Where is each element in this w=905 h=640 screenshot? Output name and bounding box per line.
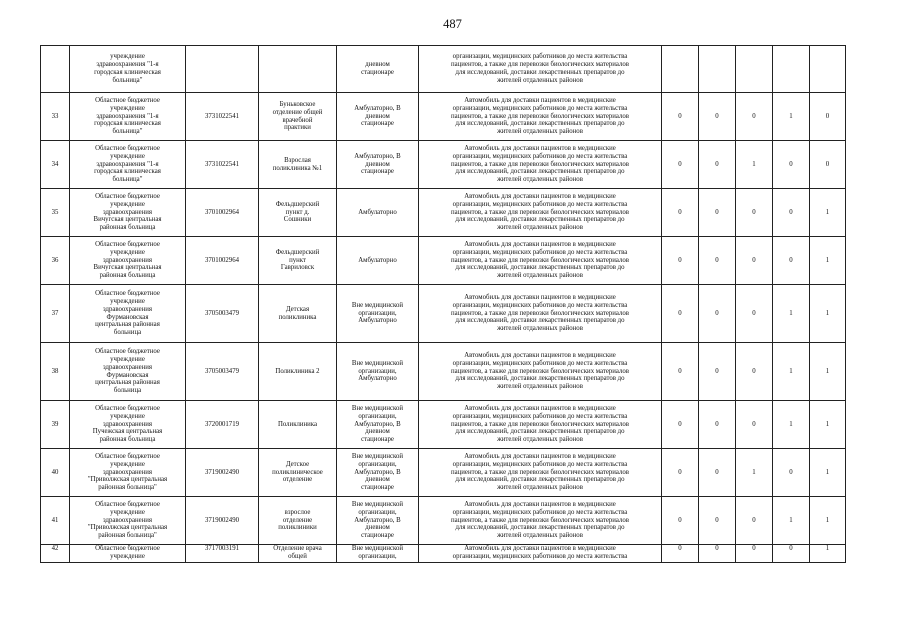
cell-care-conditions: Вне медицинской организации, Амбулаторно, В дневном стационаре <box>337 497 419 545</box>
cell-organization: Областное бюджетное учреждение здравоохранения Фурмановская центральная районная больница <box>70 285 186 343</box>
cell-flag: 0 <box>662 449 699 497</box>
cell-care-conditions: Амбулаторно, В дневном стационаре <box>337 141 419 189</box>
cell-unit: взрослое отделение поликлиники <box>259 497 337 545</box>
cell-organization: Областное бюджетное учреждение здравоохранения "Приволжская центральная районная больница" <box>70 497 186 545</box>
cell-flag: 0 <box>810 141 846 189</box>
cell-organization: Областное бюджетное учреждение здравоохранения Пучежская центральная районная больница <box>70 401 186 449</box>
cell-purpose: Автомобиль для доставки пациентов в медицинские организации, медицинских работников до места жительства пациентов, а также для перевозки биологических материалов для исследований, доставки лекарственных препаратов до жителей отдаленных районов <box>419 285 662 343</box>
table-row <box>41 343 846 401</box>
cell-unit: Поликлиника <box>259 401 337 449</box>
cell-flag: 0 <box>662 285 699 343</box>
cell-flag: 0 <box>773 141 810 189</box>
cell-flag <box>699 46 736 93</box>
cell-flag: 0 <box>773 189 810 237</box>
cell-unit: Поликлиника 2 <box>259 343 337 401</box>
cell-flag: 0 <box>736 237 773 285</box>
cell-flag: 1 <box>810 449 846 497</box>
cell-num: 42 <box>41 545 70 563</box>
cell-purpose: Автомобиль для доставки пациентов в медицинские организации, медицинских работников до места жительства пациентов, а также для перевозки биологических материалов для исследований, доставки лекарственных препаратов до жителей отдаленных районов <box>419 497 662 545</box>
cell-flag: 0 <box>773 545 810 563</box>
cell-flag: 0 <box>699 401 736 449</box>
cell-flag: 1 <box>773 343 810 401</box>
table-row <box>41 141 846 189</box>
cell-flag: 0 <box>662 343 699 401</box>
cell-purpose: Автомобиль для доставки пациентов в медицинские организации, медицинских работников до места жительства пациентов, а также для перевозки биологических материалов для исследований, доставки лекарственных препаратов до жителей отдаленных районов <box>419 189 662 237</box>
cell-num: 35 <box>41 189 70 237</box>
cell-care-conditions: Вне медицинской организации, Амбулаторно, В дневном стационаре <box>337 401 419 449</box>
table-row <box>41 545 846 563</box>
cell-organization: Областное бюджетное учреждение здравоохранения "1-я городская клиническая больница" <box>70 93 186 141</box>
cell-flag: 0 <box>736 497 773 545</box>
cell-unit: Фельдшерский пункт д. Сошники <box>259 189 337 237</box>
cell-flag: 1 <box>810 285 846 343</box>
cell-unit: Детское поликлиническое отделение <box>259 449 337 497</box>
cell-code: 3705003479 <box>186 343 259 401</box>
cell-unit: Детская поликлиника <box>259 285 337 343</box>
table-row-continued <box>41 46 846 93</box>
cell-care-conditions: Вне медицинской организации, Амбулаторно <box>337 285 419 343</box>
cell-purpose: Автомобиль для доставки пациентов в медицинские организации, медицинских работников до места жительства пациентов, а также для перевозки биологических материалов для исследований, доставки лекарственных препаратов до жителей отдаленных районов <box>419 449 662 497</box>
cell-flag: 0 <box>699 343 736 401</box>
cell-flag: 0 <box>699 545 736 563</box>
cell-care-conditions: Амбулаторно, В дневном стационаре <box>337 93 419 141</box>
cell-code: 3731022541 <box>186 141 259 189</box>
cell-num: 36 <box>41 237 70 285</box>
table-row <box>41 285 846 343</box>
table-body <box>41 46 846 563</box>
cell-flag: 1 <box>810 237 846 285</box>
cell-organization: Областное бюджетное учреждение здравоохранения Вичугская центральная районная больница <box>70 237 186 285</box>
cell-flag: 0 <box>810 93 846 141</box>
cell-flag: 1 <box>810 545 846 563</box>
cell-care-conditions: Амбулаторно <box>337 189 419 237</box>
cell-care-conditions: Вне медицинской организации, <box>337 545 419 563</box>
cell-flag: 0 <box>662 189 699 237</box>
cell-flag: 1 <box>810 189 846 237</box>
cell-flag: 1 <box>736 449 773 497</box>
cell-care-conditions: Вне медицинской организации, Амбулаторно <box>337 343 419 401</box>
cell-flag: 0 <box>736 401 773 449</box>
cell-flag: 1 <box>810 343 846 401</box>
cell-flag: 1 <box>773 285 810 343</box>
cell-flag: 0 <box>662 401 699 449</box>
cell-flag: 1 <box>773 93 810 141</box>
table-row <box>41 189 846 237</box>
cell-unit <box>259 46 337 93</box>
cell-code: 3701002964 <box>186 237 259 285</box>
cell-num: 39 <box>41 401 70 449</box>
table-row <box>41 237 846 285</box>
cell-num <box>41 46 70 93</box>
cell-flag: 0 <box>699 189 736 237</box>
cell-flag <box>810 46 846 93</box>
cell-flag: 0 <box>736 343 773 401</box>
cell-purpose: Автомобиль для доставки пациентов в медицинские организации, медицинских работников до места жительства пациентов, а также для перевозки биологических материалов для исследований, доставки лекарственных препаратов до жителей отдаленных районов <box>419 343 662 401</box>
cell-flag <box>773 46 810 93</box>
cell-code: 3720001719 <box>186 401 259 449</box>
cell-flag: 0 <box>699 285 736 343</box>
cell-organization: Областное бюджетное учреждение здравоохранения Фурмановская центральная районная больница <box>70 343 186 401</box>
cell-care-conditions: Амбулаторно <box>337 237 419 285</box>
cell-num: 41 <box>41 497 70 545</box>
cell-code: 3719002490 <box>186 449 259 497</box>
table-row <box>41 401 846 449</box>
cell-flag <box>736 46 773 93</box>
cell-flag: 1 <box>736 141 773 189</box>
vehicle-allocation-table <box>40 45 846 563</box>
cell-num: 38 <box>41 343 70 401</box>
cell-code: 3705003479 <box>186 285 259 343</box>
cell-flag: 0 <box>662 141 699 189</box>
cell-purpose: Автомобиль для доставки пациентов в медицинские организации, медицинских работников до места жительства пациентов, а также для перевозки биологических материалов для исследований, доставки лекарственных препаратов до жителей отдаленных районов <box>419 237 662 285</box>
cell-code <box>186 46 259 93</box>
cell-organization: Областное бюджетное учреждение здравоохранения "1-я городская клиническая больница" <box>70 141 186 189</box>
cell-flag: 0 <box>699 449 736 497</box>
cell-code: 3719002490 <box>186 497 259 545</box>
cell-flag: 1 <box>810 401 846 449</box>
cell-flag: 0 <box>736 545 773 563</box>
cell-care-conditions: Вне медицинской организации, Амбулаторно, В дневном стационаре <box>337 449 419 497</box>
page-number: 487 <box>443 17 462 31</box>
cell-flag: 0 <box>662 237 699 285</box>
cell-unit: Отделение врача общей <box>259 545 337 563</box>
cell-organization: Областное бюджетное учреждение здравоохранения "Приволжская центральная районная больница" <box>70 449 186 497</box>
cell-flag <box>662 46 699 93</box>
cell-flag: 0 <box>699 237 736 285</box>
cell-code: 3701002964 <box>186 189 259 237</box>
cell-flag: 0 <box>662 497 699 545</box>
cell-num: 34 <box>41 141 70 189</box>
cell-organization: учреждение здравоохранения "1-я городская клиническая больница" <box>70 46 186 93</box>
table-row <box>41 93 846 141</box>
cell-purpose: Автомобиль для доставки пациентов в медицинские организации, медицинских работников до места жительства пациентов, а также для перевозки биологических материалов для исследований, доставки лекарственных препаратов до жителей отдаленных районов <box>419 93 662 141</box>
cell-flag: 0 <box>662 545 699 563</box>
cell-flag: 0 <box>699 497 736 545</box>
cell-unit: Буньковское отделение общей врачебной практики <box>259 93 337 141</box>
cell-care-conditions: дневном стационаре <box>337 46 419 93</box>
cell-flag: 1 <box>773 497 810 545</box>
cell-purpose: Автомобиль для доставки пациентов в медицинские организации, медицинских работников до места жительства пациентов, а также для перевозки биологических материалов для исследований, доставки лекарственных препаратов до жителей отдаленных районов <box>419 141 662 189</box>
cell-flag: 0 <box>736 93 773 141</box>
cell-code: 3731022541 <box>186 93 259 141</box>
cell-num: 40 <box>41 449 70 497</box>
cell-num: 33 <box>41 93 70 141</box>
cell-flag: 0 <box>699 93 736 141</box>
cell-purpose: Автомобиль для доставки пациентов в медицинские организации, медицинских работников до места жительства <box>419 545 662 563</box>
cell-code: 3717003191 <box>186 545 259 563</box>
cell-purpose: Автомобиль для доставки пациентов в медицинские организации, медицинских работников до места жительства пациентов, а также для перевозки биологических материалов для исследований, доставки лекарственных препаратов до жителей отдаленных районов <box>419 401 662 449</box>
cell-num: 37 <box>41 285 70 343</box>
cell-flag: 1 <box>773 401 810 449</box>
cell-flag: 0 <box>736 285 773 343</box>
cell-unit: Взрослая поликлиника №1 <box>259 141 337 189</box>
cell-flag: 0 <box>699 141 736 189</box>
cell-unit: Фельдшерский пункт Гавриловск <box>259 237 337 285</box>
table-row <box>41 497 846 545</box>
cell-organization: Областное бюджетное учреждение здравоохранения Вичугская центральная районная больница <box>70 189 186 237</box>
cell-flag: 0 <box>773 237 810 285</box>
cell-flag: 0 <box>662 93 699 141</box>
cell-flag: 1 <box>810 497 846 545</box>
cell-purpose: организации, медицинских работников до места жительства пациентов, а также для перевозки биологических материалов для исследований, доставки лекарственных препаратов до жителей отдаленных районов <box>419 46 662 93</box>
table-row <box>41 449 846 497</box>
cell-organization: Областное бюджетное учреждение <box>70 545 186 563</box>
cell-flag: 0 <box>736 189 773 237</box>
cell-flag: 0 <box>773 449 810 497</box>
